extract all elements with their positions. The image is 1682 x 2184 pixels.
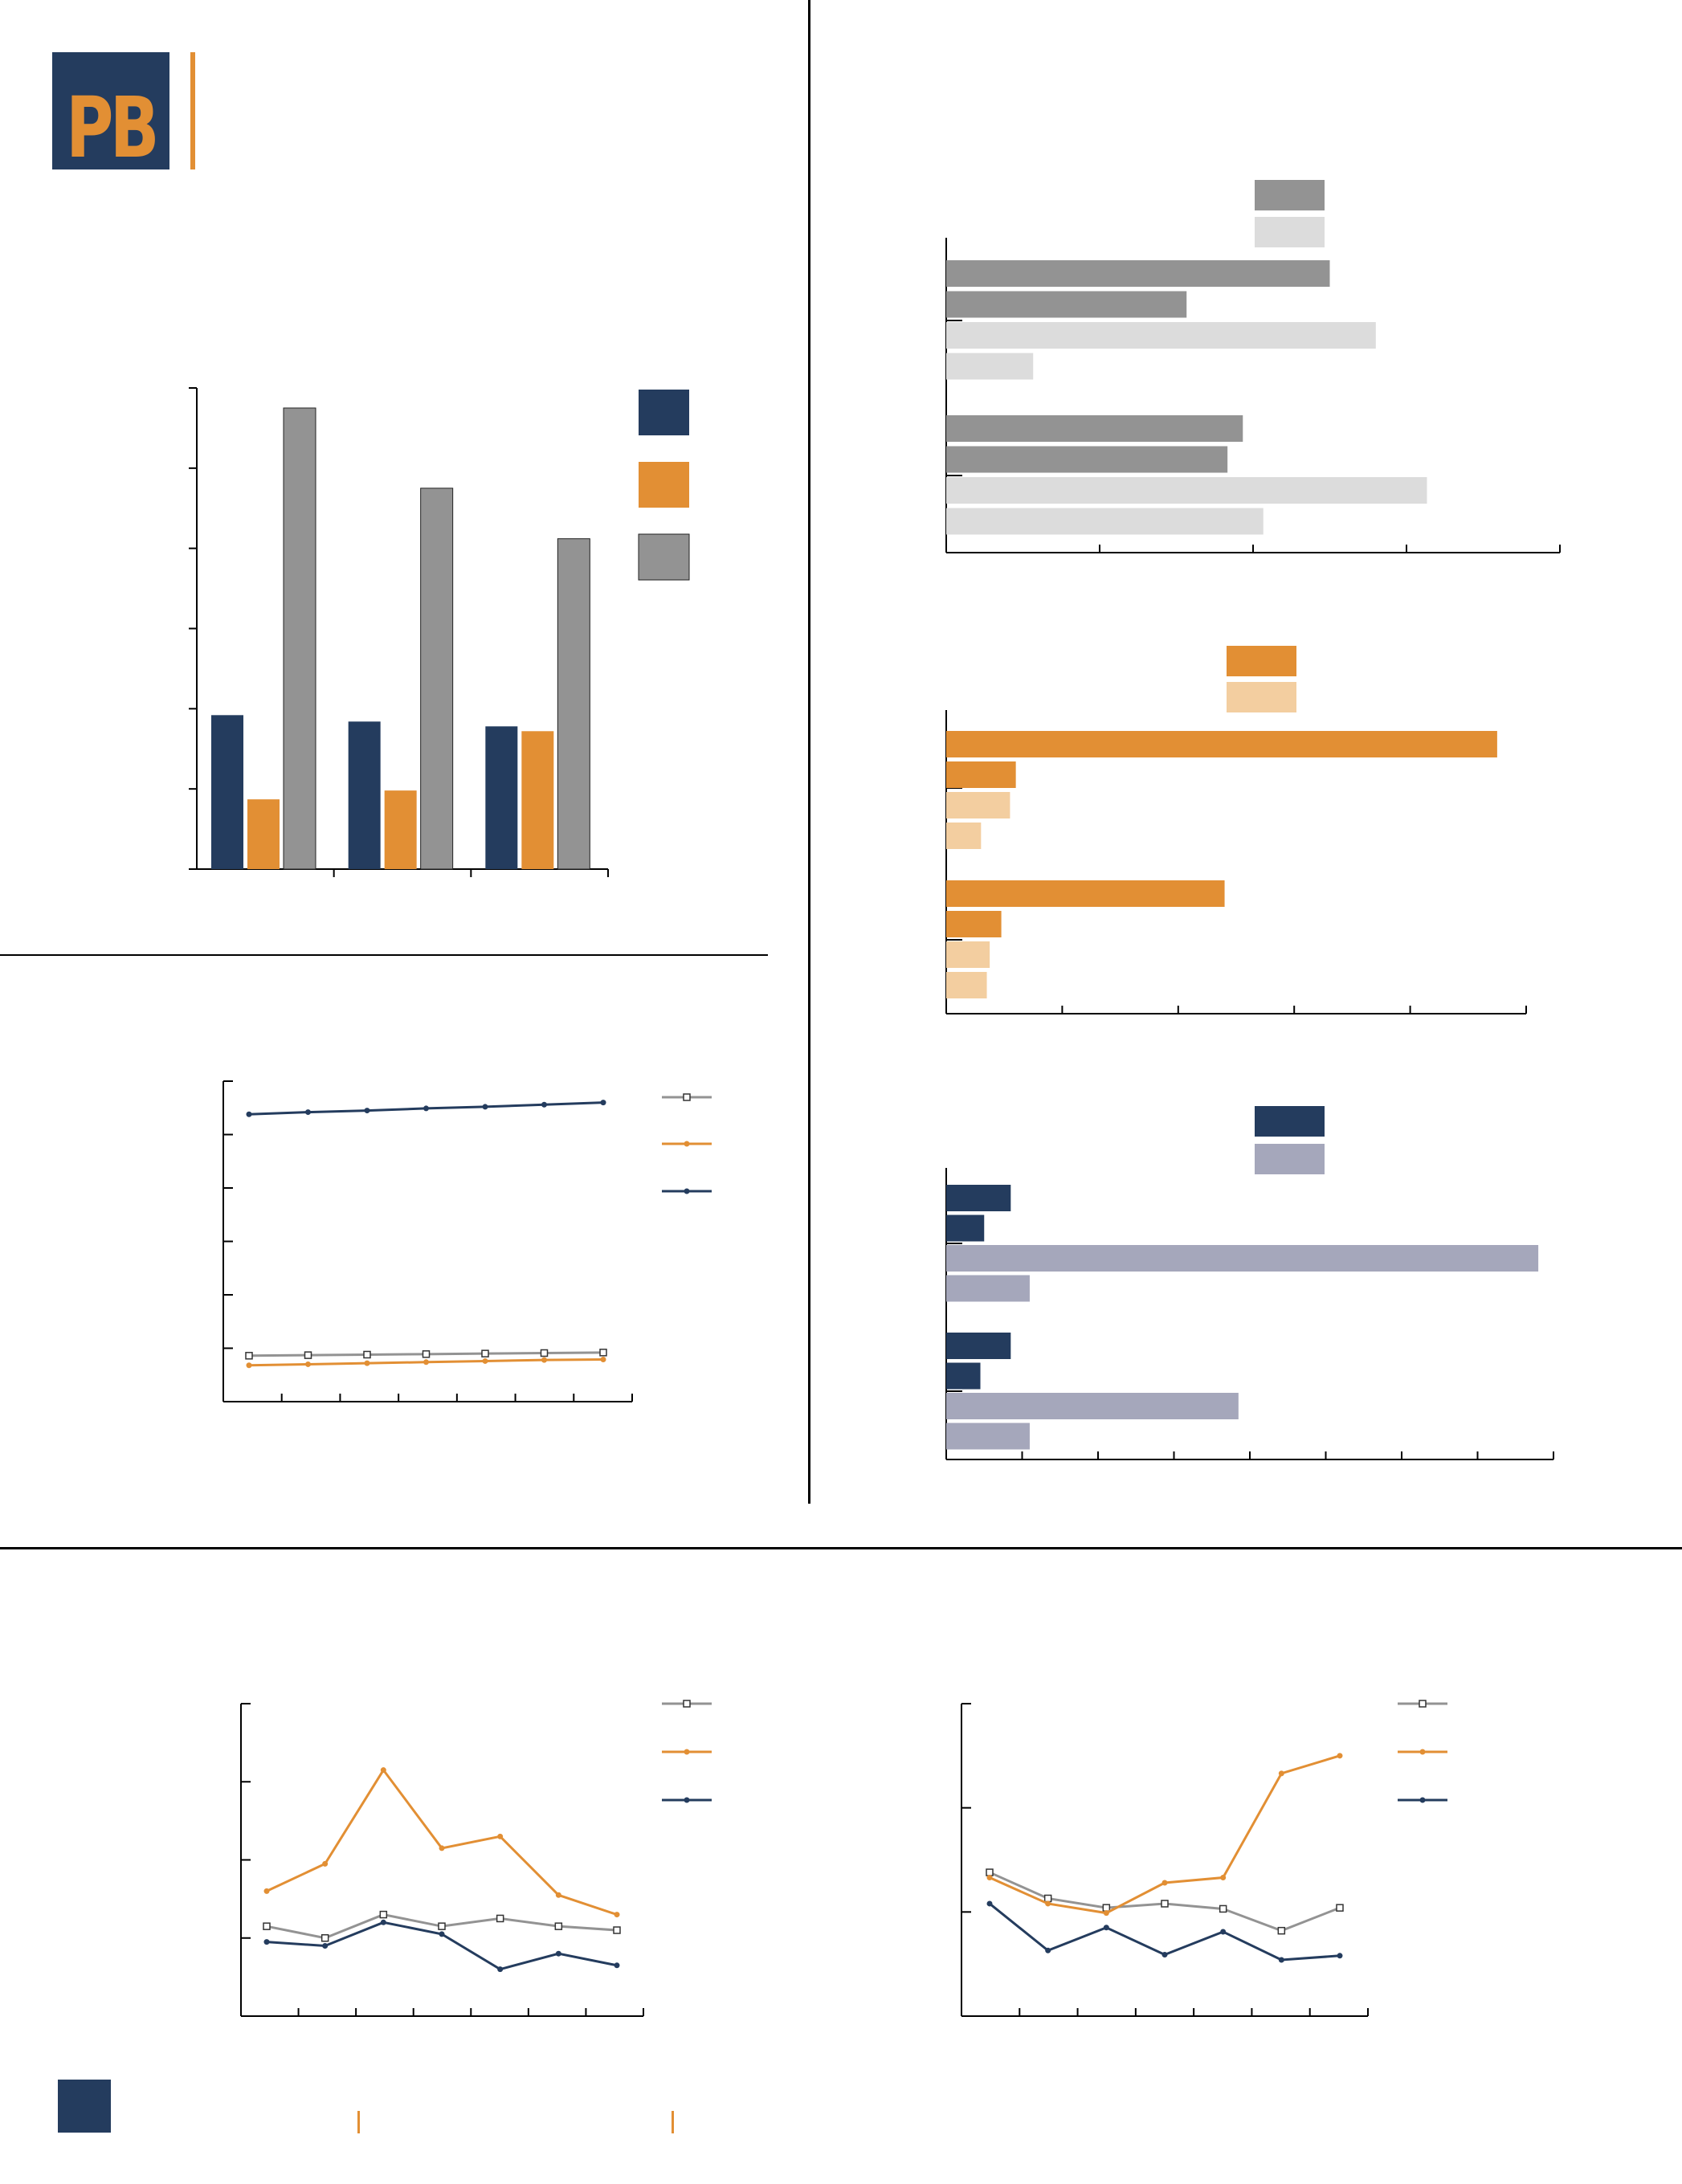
- line-mid-legend-marker-1: [684, 1141, 690, 1147]
- line-bottom-right-point-s2-4: [1220, 1929, 1226, 1934]
- line-bottom-left-point-s0-5: [555, 1923, 561, 1929]
- line-mid-point-s0-3: [423, 1351, 430, 1357]
- line-bottom-left-point-s2-5: [556, 1951, 561, 1957]
- line-mid-point-s1-5: [541, 1357, 547, 1363]
- hbar-orange-bar-g1-b2: [946, 941, 990, 968]
- hbar-gray-bar-g0-b1: [946, 292, 1186, 318]
- line-mid-point-s1-0: [247, 1362, 252, 1368]
- line-bottom-right-point-s1-3: [1162, 1880, 1168, 1886]
- line-mid-point-s0-2: [364, 1351, 370, 1357]
- bar-g1-s1: [385, 790, 417, 869]
- logo-text: PB: [66, 79, 156, 177]
- hbar-orange-bar-g1-b1: [946, 911, 1002, 937]
- line-bottom-right-point-s1-1: [1045, 1900, 1051, 1906]
- legend-swatch-0: [639, 390, 689, 435]
- bar-g2-s2: [557, 539, 590, 869]
- line-bottom-right-point-s0-3: [1161, 1900, 1168, 1907]
- hbar-navy-bar-g0-b0: [946, 1185, 1010, 1211]
- hbar-orange-bar-g0-b3: [946, 823, 981, 849]
- line-bottom-right-point-s2-0: [987, 1900, 993, 1906]
- line-bottom-right-legend-marker-0: [1419, 1700, 1426, 1707]
- hbar-orange-bar-g0-b0: [946, 731, 1497, 757]
- line-mid-point-s0-6: [600, 1349, 606, 1356]
- hbar-gray-bar-g1-b2: [946, 477, 1427, 504]
- footer-square: [58, 2080, 111, 2133]
- bar-g2-s1: [521, 731, 553, 869]
- line-mid-point-s0-1: [305, 1352, 312, 1358]
- legend-swatch-2: [639, 534, 689, 580]
- line-bottom-left-series-line-1: [267, 1770, 617, 1915]
- hbar-gray-bar-g1-b1: [946, 447, 1227, 473]
- hbar-navy-bar-g0-b2: [946, 1245, 1538, 1272]
- legend-swatch-1: [639, 462, 689, 508]
- hbar-orange-bar-g1-b3: [946, 972, 987, 998]
- line-bottom-right-point-s0-1: [1045, 1895, 1051, 1901]
- hbar-orange-bar-g0-b1: [946, 761, 1016, 788]
- line-bottom-right-point-s2-5: [1279, 1957, 1284, 1962]
- footer-separator-2: [672, 2111, 674, 2133]
- line-mid-point-s1-4: [483, 1358, 488, 1364]
- bar-g0-s0: [211, 715, 243, 869]
- line-mid-point-s1-3: [423, 1359, 429, 1365]
- line-bottom-right-point-s0-6: [1337, 1904, 1343, 1911]
- hbar-navy-bar-g1-b0: [946, 1333, 1010, 1359]
- line-mid-point-s2-4: [483, 1104, 488, 1109]
- hbar-navy-bar-g1-b2: [946, 1393, 1239, 1419]
- hbar-gray-bar-g1-b3: [946, 508, 1264, 535]
- bar-g0-s2: [284, 408, 316, 869]
- hbar-gray-bar-g0-b0: [946, 260, 1330, 287]
- bar-g1-s2: [421, 488, 453, 869]
- line-mid-point-s2-0: [247, 1112, 252, 1117]
- line-bottom-right-legend-marker-1: [1420, 1749, 1426, 1755]
- line-bottom-left-point-s2-6: [614, 1962, 620, 1968]
- line-bottom-right-point-s2-3: [1162, 1952, 1168, 1957]
- hbar-gray-legend-swatch-0: [1255, 180, 1325, 210]
- line-bottom-left-point-s2-0: [264, 1939, 270, 1945]
- line-bottom-left-point-s1-6: [614, 1912, 620, 1917]
- line-bottom-right-point-s2-1: [1045, 1948, 1051, 1953]
- line-bottom-right-point-s2-6: [1337, 1953, 1343, 1958]
- line-bottom-left-legend-marker-2: [684, 1798, 690, 1803]
- line-bottom-left-point-s1-1: [322, 1861, 328, 1867]
- bar-g0-s1: [247, 799, 280, 869]
- line-mid-point-s2-3: [423, 1105, 429, 1111]
- line-bottom-left-point-s0-3: [439, 1923, 445, 1929]
- line-mid-point-s0-0: [246, 1353, 252, 1359]
- line-bottom-left-point-s0-1: [322, 1935, 329, 1941]
- line-bottom-left-point-s2-2: [381, 1920, 386, 1925]
- line-mid-point-s2-5: [541, 1102, 547, 1108]
- line-bottom-left-point-s1-3: [439, 1845, 445, 1851]
- line-bottom-right-point-s1-5: [1279, 1770, 1284, 1776]
- hbar-gray-bar-g1-b0: [946, 415, 1243, 442]
- line-mid-point-s2-6: [601, 1100, 606, 1105]
- line-bottom-right-series-line-2: [990, 1904, 1340, 1960]
- line-bottom-right-point-s0-4: [1220, 1905, 1227, 1912]
- hbar-gray-bar-g0-b3: [946, 353, 1033, 380]
- line-bottom-left-point-s0-0: [263, 1923, 270, 1929]
- hbar-orange-bar-g0-b2: [946, 792, 1010, 818]
- hbar-orange-legend-swatch-1: [1227, 682, 1296, 712]
- line-bottom-left-point-s0-2: [380, 1912, 386, 1918]
- line-bottom-right-point-s0-2: [1103, 1904, 1109, 1911]
- line-bottom-right-point-s1-6: [1337, 1753, 1343, 1758]
- hbar-navy-bar-g1-b3: [946, 1423, 1030, 1450]
- line-bottom-left-point-s1-2: [381, 1767, 386, 1773]
- hbar-navy-bar-g0-b3: [946, 1276, 1030, 1302]
- line-bottom-left-point-s1-0: [264, 1888, 270, 1894]
- line-bottom-right-point-s0-5: [1278, 1928, 1284, 1934]
- hbar-navy-legend-swatch-0: [1255, 1106, 1325, 1137]
- line-bottom-left-point-s2-4: [497, 1966, 503, 1972]
- line-mid-point-s0-5: [541, 1349, 548, 1356]
- line-bottom-left-legend-marker-0: [684, 1700, 690, 1707]
- line-mid-legend-marker-0: [684, 1094, 690, 1100]
- hbar-orange-legend-swatch-0: [1227, 646, 1296, 676]
- line-bottom-left-point-s2-1: [322, 1943, 328, 1949]
- line-bottom-right-series-line-1: [990, 1756, 1340, 1913]
- hbar-navy-legend-swatch-1: [1255, 1144, 1325, 1174]
- footer-separator-1: [357, 2111, 360, 2133]
- line-bottom-left-legend-marker-1: [684, 1749, 690, 1755]
- line-mid-legend-marker-2: [684, 1189, 690, 1194]
- hbar-navy-bar-g1-b1: [946, 1363, 981, 1390]
- line-mid-point-s1-2: [365, 1361, 370, 1366]
- line-bottom-right-point-s1-4: [1220, 1875, 1226, 1880]
- line-bottom-right-point-s0-0: [986, 1869, 993, 1876]
- line-mid-point-s2-2: [365, 1108, 370, 1113]
- bar-g2-s0: [485, 726, 517, 869]
- line-bottom-right-point-s1-0: [987, 1875, 993, 1880]
- line-bottom-left-point-s0-4: [497, 1915, 504, 1921]
- line-mid-point-s1-1: [305, 1361, 311, 1367]
- line-bottom-right-point-s1-2: [1104, 1910, 1109, 1916]
- line-bottom-left-point-s1-5: [556, 1892, 561, 1898]
- line-mid-point-s0-4: [482, 1350, 488, 1357]
- line-mid-point-s1-6: [601, 1357, 606, 1362]
- hbar-gray-bar-g0-b2: [946, 322, 1376, 349]
- bar-g1-s0: [349, 721, 381, 869]
- line-bottom-left-point-s2-3: [439, 1931, 445, 1937]
- hbar-gray-legend-swatch-1: [1255, 217, 1325, 247]
- line-bottom-left-point-s1-4: [497, 1834, 503, 1839]
- line-mid-point-s2-1: [305, 1109, 311, 1115]
- hbar-navy-bar-g0-b1: [946, 1215, 984, 1242]
- hbar-orange-bar-g1-b0: [946, 880, 1225, 907]
- line-bottom-left-point-s0-6: [614, 1927, 620, 1933]
- line-bottom-right-legend-marker-2: [1420, 1798, 1426, 1803]
- line-bottom-right-point-s2-2: [1104, 1925, 1109, 1930]
